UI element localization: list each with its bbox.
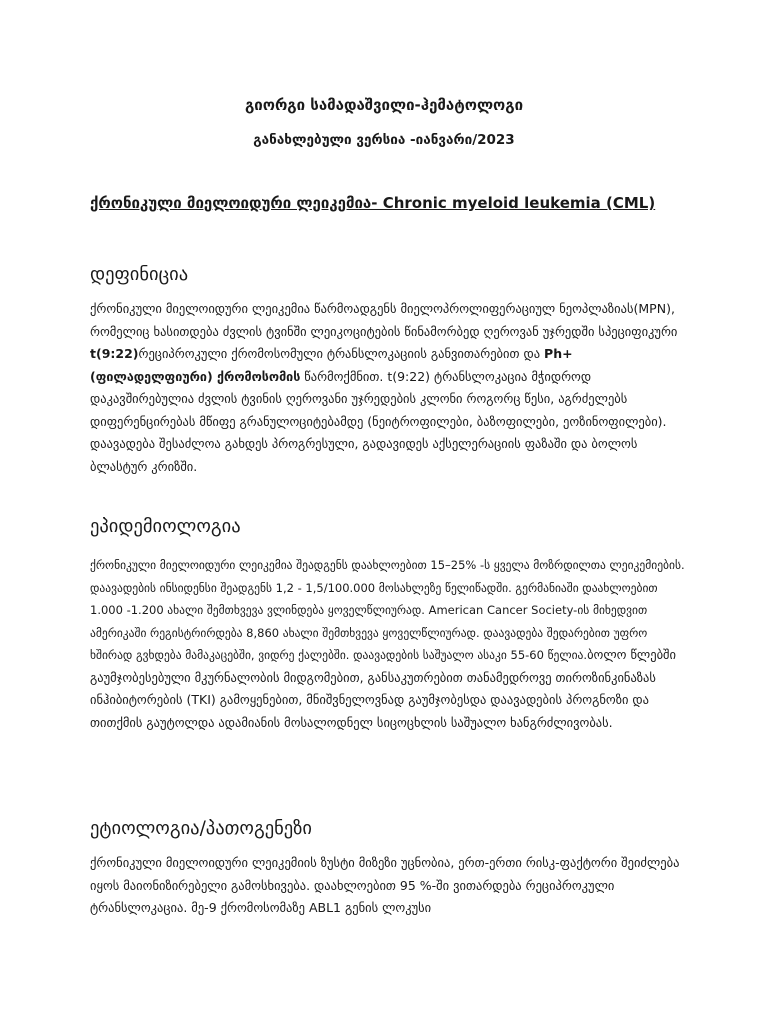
etiology-paragraph: ქრონიკული მიელოიდური ლეიკემიის ზუსტი მიზეზი უცნობია, ერთ-ერთი რისკ-ფაქტორი შეიძლება იყოს მაიონიზირებელი გამოსხივება. დაახლოებით 95 %-ში ვითარდება რეციპროკული ტრანსლოკაცია. მე-9 ქრომოსომაზე ABL1 გენის ლოკუსი: [90, 855, 680, 915]
epidemiology-text-1: ქრონიკული მიელოიდური ლეიკემია შეადგენს დაახლოებით 15–25% -ს ყველა მოზრდილთა ლეიკემიების. დაავადების ინსიდენსი შეადგენს 1,2 - 1,5/100.000 მოსახლეზე წელიწადში. გერმანიაში დაახლოებით 1.000 -1.200 ახალი შემთხვევა ვლინდება ყოველწლიურად. American Cancer Society-ის მიხედვით ამერიკაში რეგისტრირდება 8,860 ახალი შემთხვევა ყოველწლიურად. დაავადება შედარებით უფრო ხშირად გვხდება მამაკაცებში, ვიდრე ქალებში. დაავადების საშუალო ასაკი 55-60 წელია.: [90, 558, 685, 662]
definition-heading: დეფინიცია: [90, 264, 189, 285]
epidemiology-paragraph: [90, 554, 690, 734]
epidemiology-text-2: ბოლო წლებში გაუმჯობესებული მკურნალობის მიდგომებით, განსაკუთრებით თანამედროვე თიროზინკინაზას ინჰიბიტორების (TKI) გამოყენებით, მნიშვნელოვნად გაუმჯობესდა დაავადების პროგნოზი და თითქმის გაუტოლდა ადამიანის მოსალოდნელ სიცოცხლის საშუალო ხანგრძლივობას.: [90, 647, 676, 730]
epidemiology-heading: ეპიდემიოლოგია: [90, 516, 241, 537]
definition-text-2: რეციპროკული ქრომოსომული ტრანსლოკაციის განვითარებით და: [138, 346, 545, 361]
definition-text-1: ქრონიკული მიელოიდური ლეიკემია წარმოადგენს მიელოპროლიფერაციულ ნეოპლაზიას(MPN), რომელიც ხასითდება ძვლის ტვინში ლეიკოციტების წინამორბედ ღეროვან უჯრედში სპეციფიკური: [90, 301, 678, 339]
author-title: გიორგი სამადაშვილი-ჰემატოლოგი: [244, 96, 524, 114]
translocation-bold: t(9:22): [90, 346, 139, 361]
ph-chromosome-bold: Ph+ (ფილადელფიური) ქრომოსომის: [90, 346, 573, 384]
definition-text-3: წარმოქმნით. t(9:22) ტრანსლოკაცია მჭიდროდ დაკავშირებულია ძვლის ტვინის ღეროვანი უჯრედების კლონი როგორც წესი, აგრძელებს დიფერენცირებას მწიფე გრანულოციტებამდე (ნეიტროფილები, ბაზოფილები, ეოზინოფილები). დაავადება შესაძლოა გახდეს პროგრესული, გადავიდეს აქსელერაციის ფაზაში და ბოლოს ბლასტურ კრიზში.: [90, 368, 667, 474]
etiology-heading: ეტიოლოგია/პათოგენეზი: [90, 818, 312, 839]
definition-paragraph: [90, 298, 690, 478]
version-line: განახლებული ვერსია -იანვარი/2023: [253, 132, 515, 148]
document-subject: ქრონიკული მიელოიდური ლეიკემია- Chronic myeloid leukemia (CML): [90, 194, 656, 212]
